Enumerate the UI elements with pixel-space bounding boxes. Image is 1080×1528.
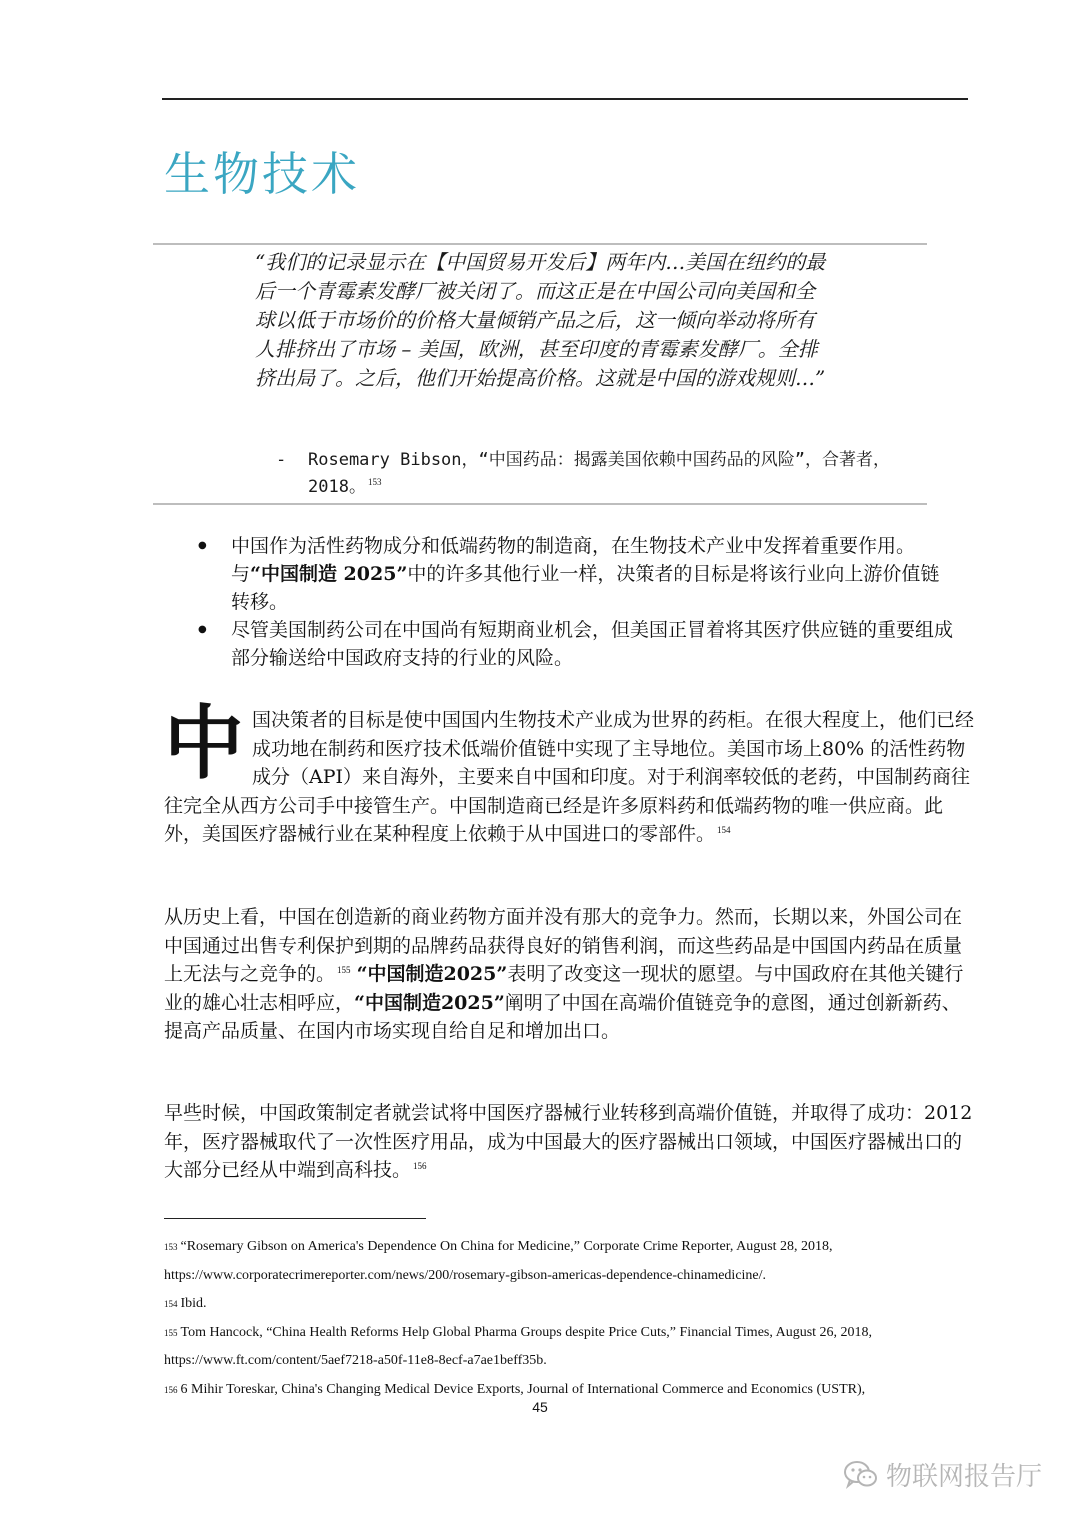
drop-cap: 中 [164, 696, 244, 790]
key-points-list [198, 532, 958, 672]
footnote-ref-153[interactable]: 153 [367, 477, 382, 488]
body-paragraph-2: 从历史上看，中国在创造新的商业药物方面并没有那大的竞争力。然而，长期以来，外国公司在中国通过出售专利保护到期的品牌药品获得良好的销售利润，而这些药品是中国国内药品在质量上无法与之竞争的。 $^{155}$ “中国制造2025”表明了改变这一现状的愿望。与中国政府在其他关键行业的雄心壮志相呼应，“中国制造2025”阐明了中国在高端价值链竞争的意图，通过创新新药、提高产品质量、在国内市场实现自给自足和增加出口。 [164, 906, 964, 1042]
body-paragraph-3: 早些时候，中国政策制定者就尝试将中国医疗器械行业转移到高端价值链，并取得了成功：2012年，医疗器械取代了一次性医疗用品，成为中国最大的医疗器械出口领域，中国医疗器械出口的大部分已经从中端到高科技。 $^{156}$ [164, 1102, 973, 1181]
made-in-china-2025-highlight: “中国制造2025” [356, 963, 508, 985]
footnote-separator [164, 1218, 426, 1219]
header-rule [162, 98, 968, 100]
footnote-153: $^{153}$ “Rosemary Gibson on America's Dependence On China for Medicine,” Corporate Crime Reporter, August 28, 2018, [164, 1239, 833, 1254]
bullet-item: ● 尽管美国制药公司在中国尚有短期商业机会，但美国正冒着将其医疗供应链的重要组成部分输送给中国政府支持的行业的风险。 [198, 616, 958, 672]
attribution-dash: - [276, 450, 287, 470]
page-title: 生物技术 [164, 147, 360, 201]
made-in-china-2025-highlight: “中国制造 2025” [250, 563, 408, 585]
made-in-china-2025-highlight: “中国制造2025” [354, 991, 505, 1014]
page-number: 45 [532, 1399, 548, 1415]
footnote-154: $^{154}$ Ibid. [164, 1296, 207, 1311]
footnote-ref-154[interactable]: 154 [717, 824, 731, 835]
footnotes [164, 1233, 984, 1404]
wechat-icon [844, 1460, 878, 1490]
footnote-ref-156[interactable]: 156 [413, 1160, 427, 1171]
footnote-155: $^{155}$ Tom Hancock, “China Health Reforms Help Global Pharma Groups despite Price Cuts,” Financial Times, August 26, 2018, [164, 1324, 873, 1340]
footnote-156: $^{156}$ 6 Mihir Toreskar, China's Changing Medical Device Exports, Journal of International Commerce and Economics (USTR), [164, 1381, 866, 1397]
quote-attribution [276, 447, 896, 501]
quote-text: “我们的记录显示在【中国贸易开发后】两年内…美国在纽约的最后一个青霉素发酵厂被关闭了。而这正是在中国公司向美国和全球以低于市场价的价格大量倾销产品之后，这一倾向举动将所有人排挤出了市场 – 美国，欧洲，甚至印度的青霉素发酵厂。全排挤出局了。之后，他们开始提高价格。这就是中国的游戏规则…” [255, 250, 826, 390]
footnote-155-url[interactable]: https://www.ft.com/content/5aef7218-a50f-11e8-8ecf-a7ae1beff35b. [164, 1353, 547, 1368]
watermark-text: 物联网报告厅 [885, 1462, 1042, 1492]
attribution-text: Rosemary Bibson，“中国药品：揭露美国依赖中国药品的风险”，合著者，2018。 [308, 450, 890, 497]
footnote-ref-155[interactable]: 155 [337, 964, 351, 975]
footnote-153-url[interactable]: https://www.corporatecrimereporter.com/news/200/rosemary-gibson-americas-dependence-chinamedicine/. [164, 1267, 767, 1283]
watermark [844, 1456, 1042, 1493]
bullet-item: ● 中国作为活性药物成分和低端药物的制造商，在生物技术产业中发挥着重要作用。与“中国制造 2025”中的许多其他行业一样，决策者的目标是将该行业向上游价值链转移。 [198, 532, 958, 616]
body-paragraph-1: 中国决策者的目标是使中国国内生物技术产业成为世界的药柜。在很大程度上，他们已经成功地在制药和医疗技术低端价值链中实现了主导地位。美国市场上80% 的活性药物成分（API）来自海外，主要来自中国和印度。对于利润率较低的老药，中国制药商往往完全从西方公司手中接管生产。中国制造商已经是许多原料药和低端药物的唯一供应商。此外，美国医疗器械行业在某种程度上依赖于从中国进口的零部件。 $^{154}$ [164, 696, 975, 845]
